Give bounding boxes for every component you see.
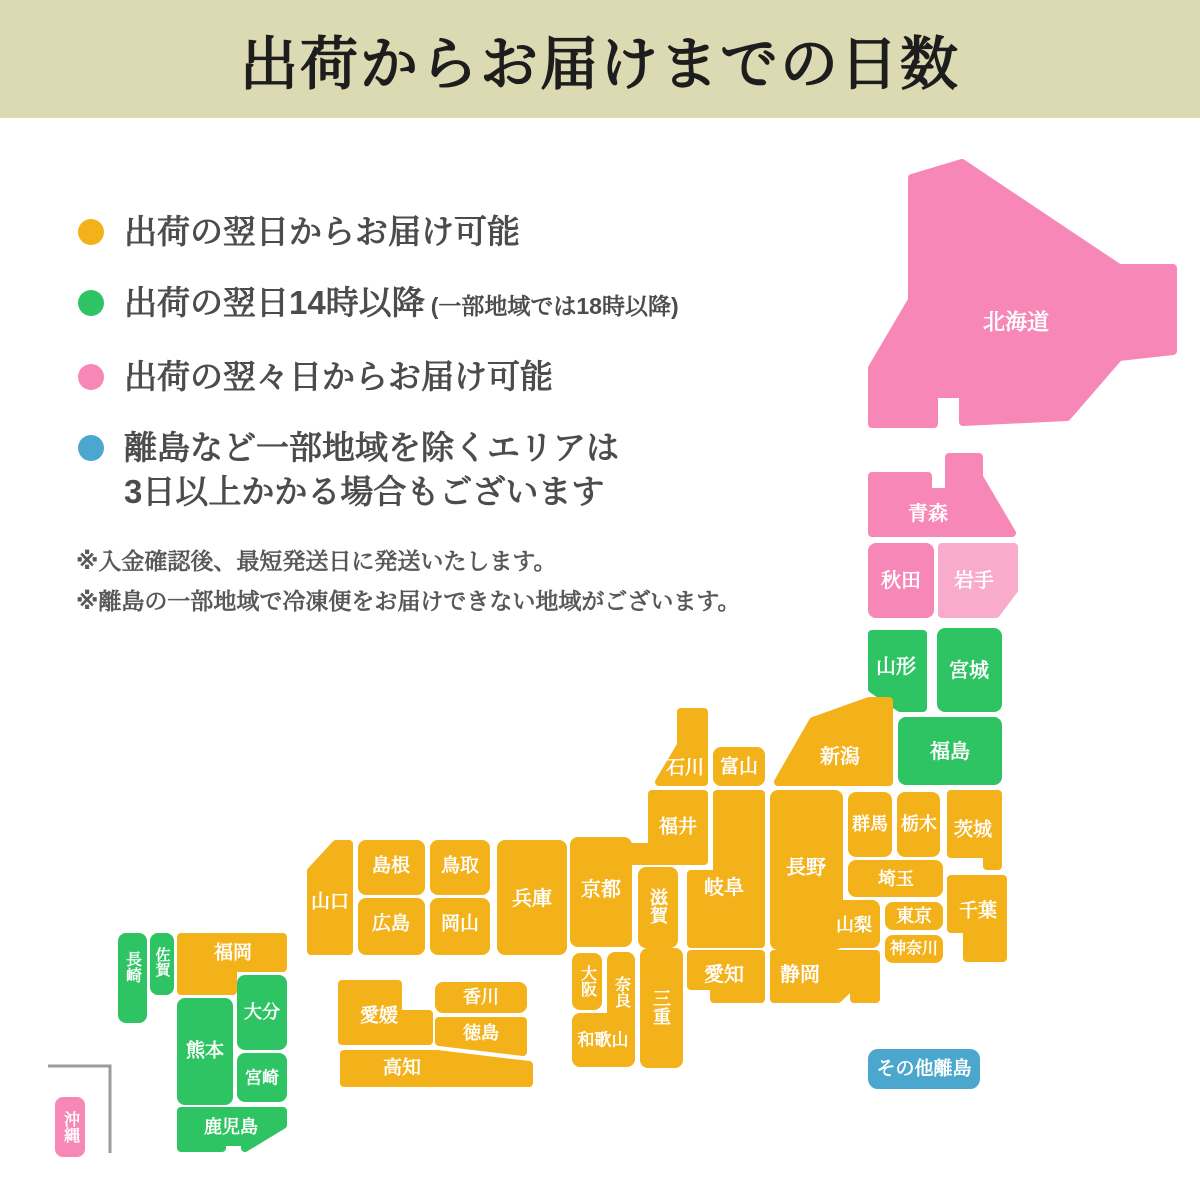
svg-text:大阪: 大阪 bbox=[578, 965, 596, 997]
pref-miyazaki bbox=[241, 1057, 283, 1098]
pref-tokushima bbox=[439, 1021, 523, 1052]
legend-label: 出荷の翌々日からお届け可能 bbox=[124, 358, 553, 395]
svg-text:茨城: 茨城 bbox=[953, 819, 993, 841]
pref-aomori bbox=[872, 457, 1012, 533]
pref-iwate bbox=[942, 547, 1014, 614]
pref-aichi bbox=[691, 954, 761, 999]
svg-text:宮城: 宮城 bbox=[949, 660, 989, 682]
svg-text:佐賀: 佐賀 bbox=[153, 947, 171, 977]
pref-hyogo bbox=[501, 844, 563, 951]
pref-shiga bbox=[642, 871, 674, 944]
pref-oita bbox=[241, 979, 283, 1046]
pref-okinawa bbox=[59, 1101, 81, 1153]
pref-kumamoto bbox=[181, 1002, 229, 1101]
svg-text:熊本: 熊本 bbox=[185, 1040, 225, 1062]
svg-text:山口: 山口 bbox=[310, 891, 350, 913]
svg-text:愛知: 愛知 bbox=[704, 964, 744, 986]
svg-text:徳島: 徳島 bbox=[463, 1023, 499, 1043]
svg-text:千葉: 千葉 bbox=[958, 900, 998, 922]
svg-text:香川: 香川 bbox=[463, 987, 499, 1007]
svg-text:広島: 広島 bbox=[371, 913, 411, 935]
pref-gunma bbox=[852, 796, 888, 853]
pref-hiroshima bbox=[362, 902, 421, 951]
svg-text:三重: 三重 bbox=[651, 989, 671, 1025]
svg-text:愛媛: 愛媛 bbox=[359, 1005, 399, 1027]
page-title: 出荷からお届けまでの日数 bbox=[239, 32, 960, 97]
svg-text:富山: 富山 bbox=[719, 756, 759, 778]
pref-kagawa bbox=[439, 986, 523, 1009]
svg-text:石川: 石川 bbox=[665, 757, 705, 779]
svg-text:埼玉: 埼玉 bbox=[878, 869, 914, 889]
svg-text:山形: 山形 bbox=[876, 656, 916, 678]
pref-miyagi bbox=[941, 632, 998, 708]
svg-text:滋賀: 滋賀 bbox=[648, 888, 668, 924]
svg-text:神奈川: 神奈川 bbox=[889, 940, 939, 958]
pref-tottori bbox=[434, 844, 486, 891]
svg-text:福井: 福井 bbox=[658, 816, 698, 838]
svg-text:東京: 東京 bbox=[896, 906, 932, 926]
pref-tochigi bbox=[901, 796, 937, 853]
pref-kagoshima bbox=[181, 1111, 283, 1148]
svg-text:沖縄: 沖縄 bbox=[61, 1111, 79, 1143]
pref-osaka bbox=[576, 957, 598, 1006]
svg-text:岡山: 岡山 bbox=[440, 913, 480, 935]
pref-kochi bbox=[344, 1054, 529, 1083]
pref-toyama bbox=[717, 751, 761, 782]
svg-text:鹿児島: 鹿児島 bbox=[204, 1117, 258, 1137]
svg-text:長野: 長野 bbox=[786, 857, 826, 879]
pref-ibaraki bbox=[951, 794, 998, 866]
pref-okayama bbox=[434, 902, 486, 951]
pref-ehime bbox=[342, 984, 429, 1041]
svg-text:秋田: 秋田 bbox=[881, 570, 921, 592]
pref-yamanashi bbox=[831, 904, 876, 944]
legend-label: 出荷の翌日からお届け可能 bbox=[124, 213, 520, 250]
svg-text:奈良: 奈良 bbox=[612, 976, 630, 1008]
pref-kanagawa bbox=[889, 939, 939, 960]
pref-niigata bbox=[778, 701, 889, 782]
pref-wakayama bbox=[576, 1017, 631, 1063]
svg-text:青森: 青森 bbox=[908, 503, 948, 525]
pref-ishikawa bbox=[659, 712, 704, 782]
footnote-frozen: ※離島の一部地域で冷凍便をお届けできない地域がございます。 bbox=[76, 588, 741, 614]
pref-nagasaki bbox=[122, 937, 143, 1019]
pref-mie bbox=[644, 952, 679, 1064]
pref-akita bbox=[872, 547, 930, 614]
pref-saitama bbox=[852, 864, 939, 893]
pref-hokkaido bbox=[872, 163, 1173, 424]
svg-text:宮崎: 宮崎 bbox=[245, 1068, 279, 1088]
svg-text:島根: 島根 bbox=[371, 855, 411, 877]
svg-text:長崎: 長崎 bbox=[123, 951, 141, 983]
pref-saga bbox=[154, 937, 171, 991]
legend-label: 出荷の翌日14時以降 (一部地域では18時以降) bbox=[124, 284, 679, 321]
other-islands-badge bbox=[872, 1053, 976, 1085]
svg-text:静岡: 静岡 bbox=[780, 964, 820, 986]
svg-text:和歌山: 和歌山 bbox=[577, 1030, 629, 1050]
svg-text:大分: 大分 bbox=[244, 1002, 280, 1022]
legend-label: 離島など一部地域を除くエリアは 3日以上かかる場合もございます bbox=[124, 429, 619, 510]
pref-tokyo bbox=[889, 905, 939, 926]
svg-text:岐阜: 岐阜 bbox=[704, 877, 744, 899]
svg-text:北海道: 北海道 bbox=[982, 309, 1050, 335]
svg-text:栃木: 栃木 bbox=[901, 814, 937, 834]
pref-yamagata bbox=[872, 634, 923, 708]
svg-text:その他離島: その他離島 bbox=[876, 1058, 972, 1080]
svg-text:山梨: 山梨 bbox=[836, 915, 872, 935]
pref-kyoto bbox=[574, 841, 628, 943]
svg-text:群馬: 群馬 bbox=[852, 814, 888, 834]
pref-yamaguchi bbox=[311, 844, 349, 951]
svg-text:鳥取: 鳥取 bbox=[440, 855, 480, 877]
svg-text:福岡: 福岡 bbox=[213, 942, 253, 964]
footnote-payment: ※入金確認後、最短発送日に発送いたします。 bbox=[76, 548, 557, 574]
svg-text:新潟: 新潟 bbox=[820, 746, 860, 768]
pref-shizuoka bbox=[774, 954, 876, 999]
svg-text:福島: 福島 bbox=[930, 741, 970, 763]
svg-text:岩手: 岩手 bbox=[954, 570, 994, 592]
pref-shimane bbox=[362, 844, 421, 891]
svg-text:京都: 京都 bbox=[581, 879, 621, 901]
pref-chiba bbox=[951, 879, 1003, 958]
svg-text:兵庫: 兵庫 bbox=[512, 888, 552, 910]
svg-text:高知: 高知 bbox=[382, 1057, 422, 1079]
pref-fukushima bbox=[902, 721, 998, 781]
legend-note: (一部地域では18時以降) bbox=[430, 293, 679, 319]
